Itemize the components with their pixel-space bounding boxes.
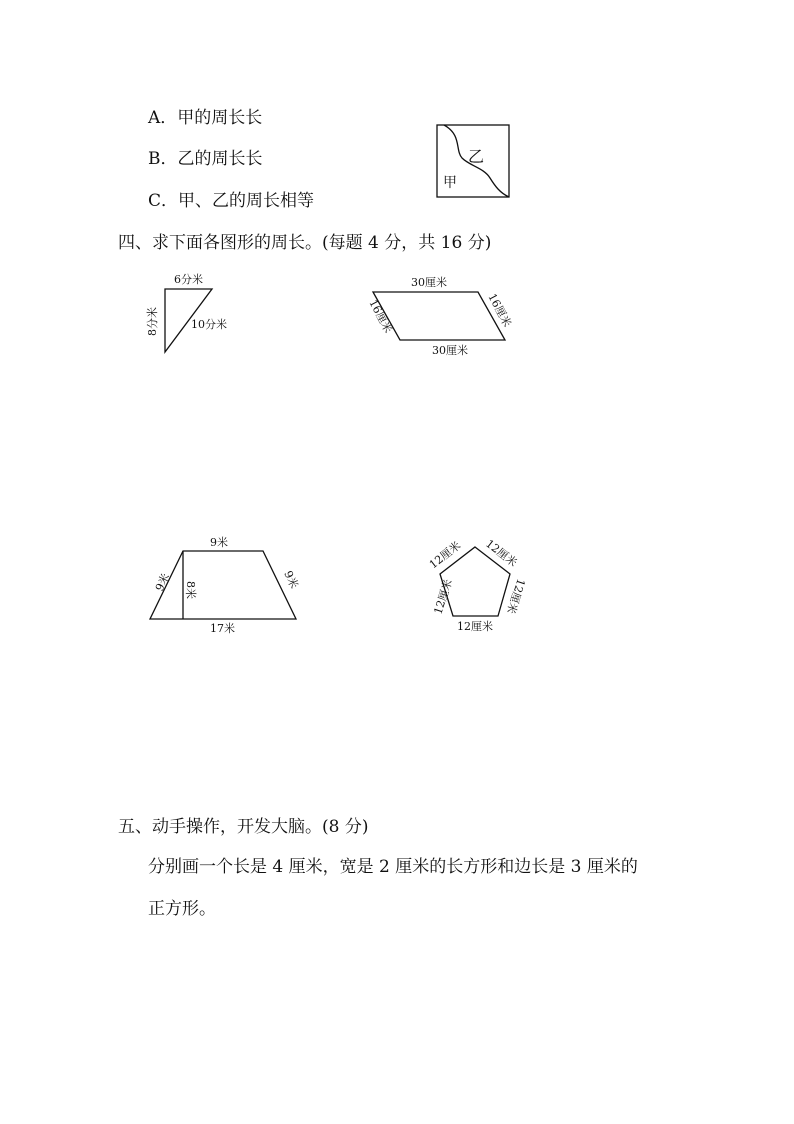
pentagon-label-right: 12厘米 <box>504 577 528 616</box>
square-label-jia: 甲 <box>443 175 457 191</box>
pentagon-label-bottom: 12厘米 <box>457 620 493 633</box>
section5-line2: 正方形。 <box>148 899 216 919</box>
triangle-left-label: 8分米 <box>146 307 159 336</box>
pentagon-figure <box>426 536 528 633</box>
trapezoid-height-label: 8米 <box>184 581 197 599</box>
square-label-yi: 乙 <box>468 147 485 166</box>
parallelogram-figure <box>366 275 514 357</box>
triangle-figure <box>145 272 227 352</box>
trapezoid-top-label: 9米 <box>210 536 228 549</box>
section5-title: 五、动手操作，开发大脑。(8 分) <box>118 817 369 837</box>
trapezoid-left-label: 9米 <box>152 571 173 594</box>
choice-c: C．甲、乙的周长相等 <box>148 191 315 211</box>
pentagon-label-left: 12厘米 <box>431 577 455 616</box>
pentagon-label-top-right: 12厘米 <box>483 537 520 570</box>
section5-line1: 分别画一个长是 4 厘米，宽是 2 厘米的长方形和边长是 3 厘米的 <box>148 857 638 877</box>
trapezoid-figure <box>150 535 302 635</box>
parallelogram-bottom-label: 30厘米 <box>432 344 468 357</box>
section4-title: 四、求下面各图形的周长。(每题 4 分，共 16 分) <box>118 233 492 253</box>
parallelogram-left-label: 16厘米 <box>366 297 395 336</box>
square-figure <box>437 125 509 197</box>
trapezoid-right-label: 9米 <box>281 568 301 591</box>
choice-b: B．乙的周长长 <box>148 149 263 169</box>
triangle-hyp-label: 10分米 <box>191 318 227 331</box>
trapezoid-bottom-label: 17米 <box>210 622 235 635</box>
parallelogram-top-label: 30厘米 <box>411 276 447 289</box>
choice-a: A．甲的周长长 <box>148 108 263 128</box>
triangle-top-label: 6分米 <box>174 273 203 286</box>
parallelogram-right-label: 16厘米 <box>485 291 514 330</box>
pentagon-label-top-left: 12厘米 <box>426 538 464 572</box>
